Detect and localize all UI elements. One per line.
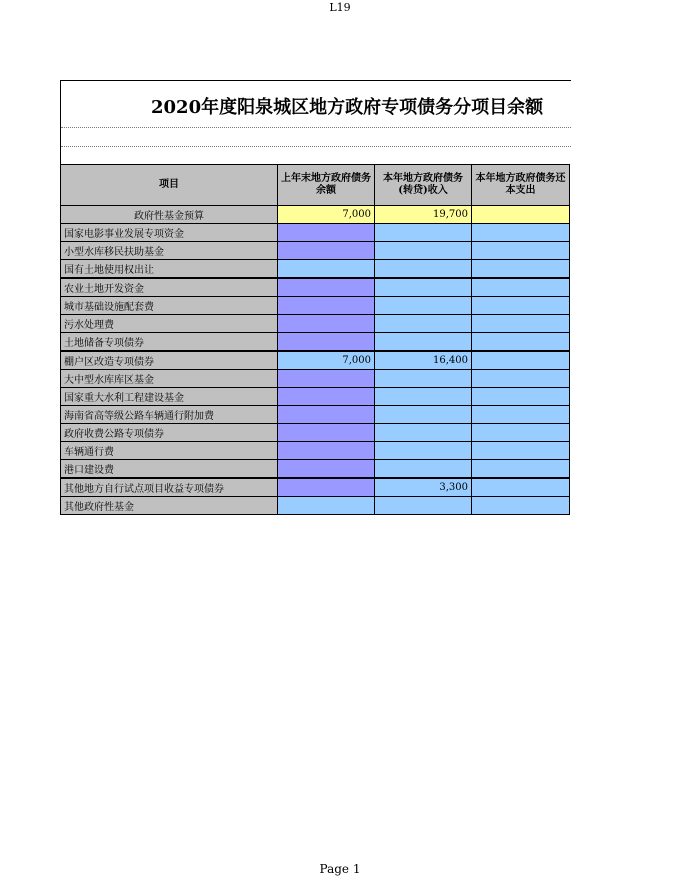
table-row <box>61 388 570 406</box>
table-row <box>61 497 570 515</box>
cell-repayment[interactable] <box>472 351 570 370</box>
cell-income[interactable]: 16,400 <box>375 351 472 370</box>
cell-repayment[interactable] <box>472 388 570 406</box>
row-label[interactable]: 国家电影事业发展专项资金 <box>61 224 278 242</box>
table-row <box>61 224 570 242</box>
table-row <box>61 242 570 260</box>
cell-income[interactable] <box>375 406 472 424</box>
cell-income[interactable] <box>375 442 472 460</box>
cell-repayment[interactable] <box>472 478 570 497</box>
column-header-prior-balance: 上年末地方政府债务余额 <box>278 165 375 206</box>
row-label[interactable]: 其他政府性基金 <box>61 497 278 515</box>
cell-income[interactable] <box>375 297 472 315</box>
cell-income[interactable] <box>375 333 472 352</box>
cell-income[interactable] <box>375 260 472 279</box>
table-row <box>61 442 570 460</box>
row-label[interactable]: 政府性基金预算 <box>61 206 278 224</box>
table-row <box>61 351 570 370</box>
cell-prior-balance[interactable] <box>278 388 375 406</box>
dotted-divider <box>61 127 571 128</box>
column-header-income: 本年地方政府债务(转贷)收入 <box>375 165 472 206</box>
row-label[interactable]: 国有土地使用权出让 <box>61 260 278 279</box>
row-label[interactable]: 海南省高等级公路车辆通行附加费 <box>61 406 278 424</box>
row-label[interactable]: 城市基础设施配套费 <box>61 297 278 315</box>
cell-income[interactable] <box>375 315 472 333</box>
cell-prior-balance[interactable] <box>278 424 375 442</box>
column-header-item: 项目 <box>61 165 278 206</box>
cell-prior-balance[interactable]: 7,000 <box>278 351 375 370</box>
cell-income[interactable] <box>375 224 472 242</box>
row-label[interactable]: 国家重大水利工程建设基金 <box>61 388 278 406</box>
cell-prior-balance[interactable] <box>278 460 375 479</box>
cell-income[interactable]: 19,700 <box>375 206 472 224</box>
cell-prior-balance[interactable] <box>278 297 375 315</box>
table-header-row <box>61 165 570 206</box>
cell-income[interactable] <box>375 424 472 442</box>
cell-prior-balance[interactable] <box>278 242 375 260</box>
table-row <box>61 297 570 315</box>
cell-prior-balance[interactable] <box>278 406 375 424</box>
cell-repayment[interactable] <box>472 278 570 297</box>
cell-repayment[interactable] <box>472 297 570 315</box>
cell-prior-balance[interactable] <box>278 315 375 333</box>
page-title: 2020年度阳泉城区地方政府专项债务分项目余额 <box>151 97 544 118</box>
table-row <box>61 315 570 333</box>
cell-repayment[interactable] <box>472 333 570 352</box>
table-row <box>61 278 570 297</box>
row-label[interactable]: 政府收费公路专项债券 <box>61 424 278 442</box>
cell-repayment[interactable] <box>472 406 570 424</box>
page-footer: Page 1 <box>319 862 361 876</box>
cell-repayment[interactable] <box>472 224 570 242</box>
row-label[interactable]: 小型水库移民扶助基金 <box>61 242 278 260</box>
dotted-divider <box>61 146 571 147</box>
cell-income[interactable] <box>375 460 472 479</box>
table-row <box>61 424 570 442</box>
table-row <box>61 370 570 388</box>
cell-prior-balance[interactable] <box>278 497 375 515</box>
cell-income[interactable] <box>375 388 472 406</box>
cell-prior-balance[interactable] <box>278 260 375 279</box>
cell-repayment[interactable] <box>472 497 570 515</box>
row-label[interactable]: 棚户区改造专项债券 <box>61 351 278 370</box>
table-row <box>61 406 570 424</box>
cell-income[interactable] <box>375 370 472 388</box>
cell-reference: L19 <box>329 1 351 14</box>
row-label[interactable]: 车辆通行费 <box>61 442 278 460</box>
table-row <box>61 478 570 497</box>
cell-repayment[interactable] <box>472 206 570 224</box>
row-label[interactable]: 污水处理费 <box>61 315 278 333</box>
cell-repayment[interactable] <box>472 442 570 460</box>
table-row <box>61 206 570 224</box>
debt-table <box>60 164 570 515</box>
cell-income[interactable]: 3,300 <box>375 478 472 497</box>
table-row <box>61 333 570 352</box>
row-label[interactable]: 其他地方自行试点项目收益专项债券 <box>61 478 278 497</box>
title-area <box>60 80 571 166</box>
row-label[interactable]: 大中型水库库区基金 <box>61 370 278 388</box>
cell-prior-balance[interactable]: 7,000 <box>278 206 375 224</box>
cell-repayment[interactable] <box>472 315 570 333</box>
table-row <box>61 460 570 479</box>
cell-prior-balance[interactable] <box>278 442 375 460</box>
row-label[interactable]: 土地储备专项债券 <box>61 333 278 352</box>
row-label[interactable]: 农业土地开发资金 <box>61 278 278 297</box>
cell-repayment[interactable] <box>472 424 570 442</box>
row-label[interactable]: 港口建设费 <box>61 460 278 479</box>
cell-prior-balance[interactable] <box>278 333 375 352</box>
cell-prior-balance[interactable] <box>278 478 375 497</box>
cell-prior-balance[interactable] <box>278 224 375 242</box>
column-header-repayment: 本年地方政府债务还本支出 <box>472 165 570 206</box>
cell-income[interactable] <box>375 497 472 515</box>
cell-repayment[interactable] <box>472 370 570 388</box>
cell-income[interactable] <box>375 242 472 260</box>
cell-prior-balance[interactable] <box>278 370 375 388</box>
cell-income[interactable] <box>375 278 472 297</box>
table-row <box>61 260 570 279</box>
cell-repayment[interactable] <box>472 460 570 479</box>
cell-repayment[interactable] <box>472 242 570 260</box>
cell-prior-balance[interactable] <box>278 278 375 297</box>
cell-repayment[interactable] <box>472 260 570 279</box>
